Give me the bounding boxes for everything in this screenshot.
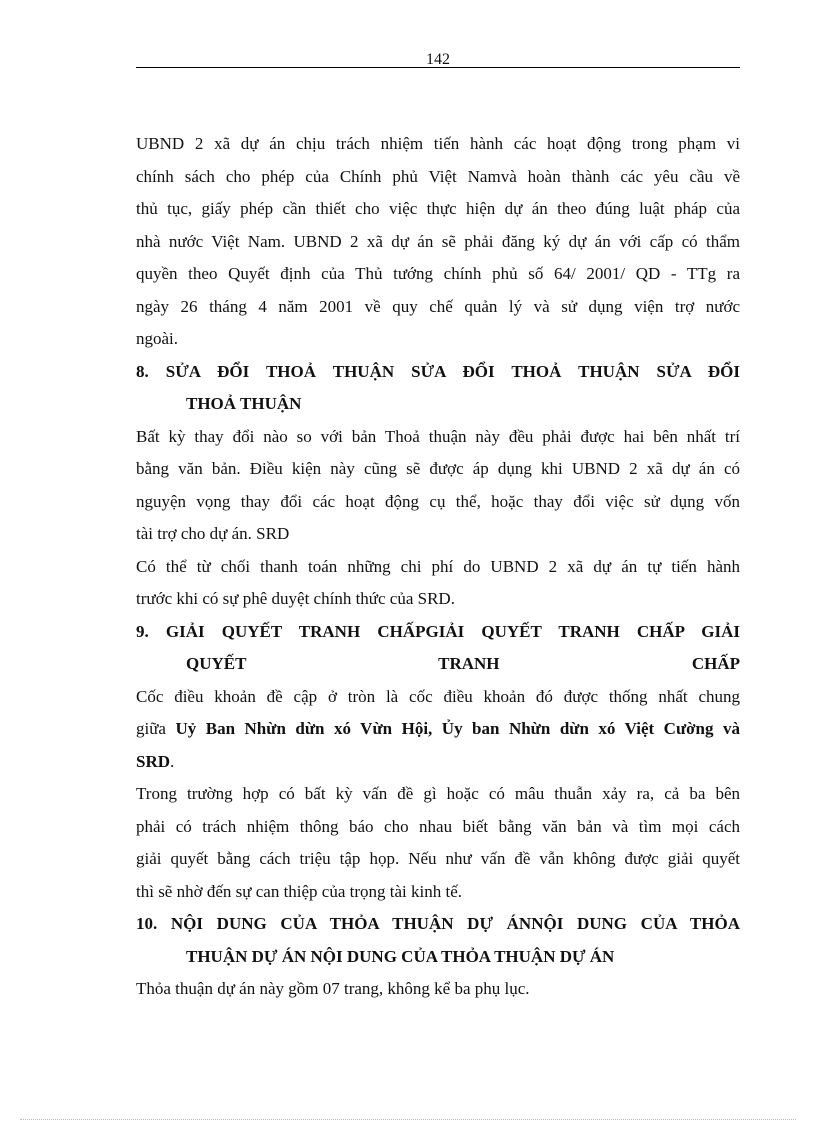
section-heading-9: 9. GIẢI QUYẾT TRANH CHẤPGIẢI QUYẾT TRANH CHẤP GIẢI xyxy=(136,621,740,641)
paragraph-line: giải quyết bằng cách triệu tập họp. Nếu như vấn đề vẫn không được giải quyết xyxy=(136,849,740,868)
paragraph-line: nhà nước Việt Nam. UBND 2 xã dự án sẽ phải đăng ký dự án với cấp có thẩm xyxy=(136,231,740,251)
bold-srd: SRD xyxy=(136,751,171,771)
paragraph-line: ngoài. xyxy=(136,329,179,348)
paragraph-line: tài trợ cho dự án. SRD xyxy=(136,524,290,543)
paragraph-line: UBND 2 xã dự án chịu trách nhiệm tiến hành các hoạt động trong phạm vi xyxy=(136,134,740,153)
paragraph-line xyxy=(136,746,740,779)
text-span: giữa xyxy=(136,719,176,738)
paragraph-line: thì sẽ nhờ đến sự can thiệp của trọng tài kinh tế. xyxy=(136,881,463,901)
paragraph-line: Bất kỳ thay đổi nào so với bản Thoả thuận này đều phải được hai bên nhất trí xyxy=(136,426,740,446)
body-text xyxy=(136,128,740,1006)
paragraph-line: chính sách cho phép của Chính phủ Việt Namvà hoàn thành các yêu cầu về xyxy=(136,166,740,186)
paragraph-line: thủ tục, giấy phép cần thiết cho việc thực hiện dự án theo đúng luật pháp của xyxy=(136,199,740,218)
section-heading-9-cont: QUYẾT TRANH CHẤP xyxy=(186,654,740,673)
paragraph-line xyxy=(136,713,740,746)
header-rule xyxy=(136,67,740,68)
paragraph-line: bằng văn bản. Điều kiện này cũng sẽ được áp dụng khi UBND 2 xã dự án có xyxy=(136,459,740,478)
section-heading-10-cont: THUẬN DỰ ÁN NỘI DUNG CỦA THỎA THUẬN DỰ ÁN xyxy=(186,946,615,966)
paragraph-line: ngày 26 tháng 4 năm 2001 về quy chế quản lý và sử dụng viện trợ nước xyxy=(136,296,740,316)
paragraph-line: trước khi có sự phê duyệt chính thức của SRD. xyxy=(136,589,455,608)
paragraph-line: quyền theo Quyết định của Thủ tướng chính phủ số 64/ 2001/ QD - TTg ra xyxy=(136,264,740,283)
page-number: 142 xyxy=(426,51,450,68)
text-span: . xyxy=(170,751,175,771)
paragraph-line: Trong trường hợp có bất kỳ vấn đề gì hoặc có mâu thuẫn xảy ra, cả ba bên xyxy=(136,784,740,803)
page-footer-dotted-line xyxy=(20,1119,796,1120)
section-heading-8: 8. SỬA ĐỔI THOẢ THUẬN SỬA ĐỔI THOẢ THUẬN SỬA ĐỔI xyxy=(136,361,740,381)
section-heading-8-cont: THOẢ THUẬN xyxy=(186,394,302,413)
paragraph-line: nguyện vọng thay đổi các hoạt động cụ thể, hoặc thay đổi việc sử dụng vốn xyxy=(136,491,740,511)
bold-party-names: Uỷ Ban Nhừn dừn xó Vừn Hội, Ủy ban Nhừn dừn xó Việt Cường và xyxy=(175,719,740,738)
paragraph-line: Thỏa thuận dự án này gồm 07 trang, không kể ba phụ lục. xyxy=(136,979,530,998)
paragraph-line: Có thể từ chối thanh toán những chi phí do UBND 2 xã dự án tự tiến hành xyxy=(136,556,740,576)
section-heading-10: 10. NỘI DUNG CỦA THỎA THUẬN DỰ ÁNNỘI DUNG CỦA THỎA xyxy=(136,914,740,933)
paragraph-line: phải có trách nhiệm thông báo cho nhau biết bằng văn bản và tìm mọi cách xyxy=(136,816,740,836)
paragraph-line: Cốc điều khoản đề cập ở tròn là cốc điều khoản đó được thống nhất chung xyxy=(136,686,740,706)
